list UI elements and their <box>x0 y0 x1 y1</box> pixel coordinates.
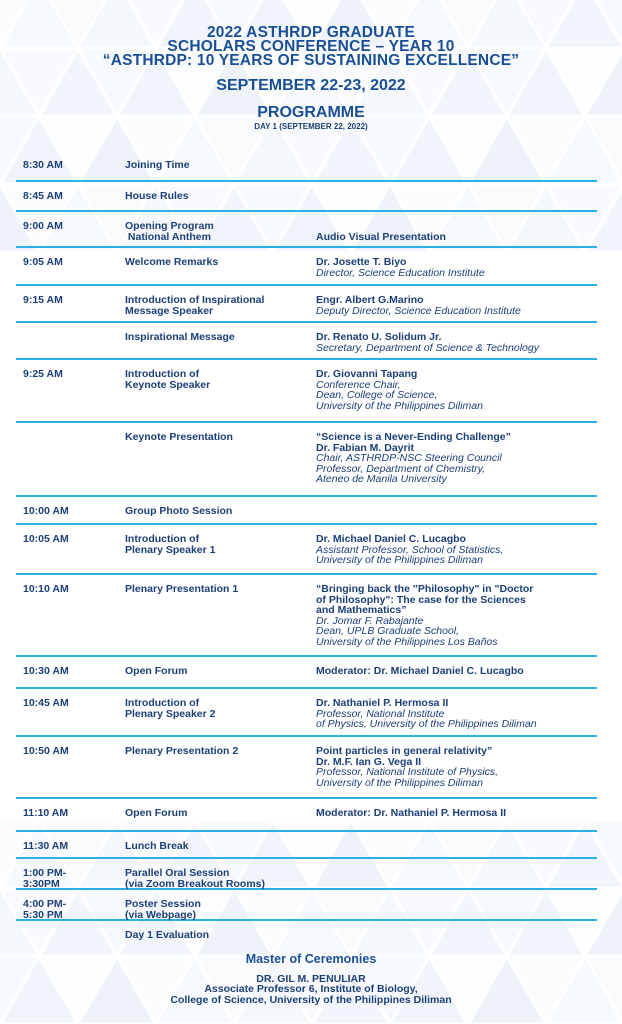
conference-title-line-2: SCHOLARS CONFERENCE – YEAR 10 <box>167 38 455 55</box>
schedule-time <box>23 257 118 268</box>
event-text: Day 1 Evaluation <box>125 929 210 941</box>
schedule-time <box>23 899 118 920</box>
schedule-row <box>16 799 597 832</box>
time-text: 9:05 AM <box>23 256 63 268</box>
schedule-details <box>316 584 601 647</box>
schedule-row <box>16 423 597 497</box>
schedule-event <box>125 746 305 757</box>
detail-text: Dr. M.F. Ian G. Vega II <box>316 755 422 768</box>
detail-text: Conference Chair, <box>316 378 401 391</box>
schedule-details <box>316 332 601 353</box>
schedule-event <box>125 160 305 171</box>
detail-text: Professor, National Institute of Physics, <box>316 766 499 778</box>
time-text: 9:25 AM <box>23 368 63 380</box>
programme-heading: PROGRAMME <box>257 104 365 121</box>
detail-text: Dr. Josette T. Biyo <box>316 256 407 268</box>
event-text: Group Photo Session <box>125 505 233 517</box>
event-text: Introduction of <box>125 368 200 380</box>
schedule-row <box>16 832 597 859</box>
event-text: Opening Program <box>125 220 214 232</box>
time-text: 8:45 AM <box>23 190 63 202</box>
schedule-time <box>23 221 118 232</box>
event-text: Introduction of <box>125 697 200 709</box>
schedule-time <box>23 584 118 595</box>
time-text: 10:00 AM <box>23 505 69 517</box>
event-text: Parallel Oral Session <box>125 867 230 879</box>
time-text: 3:30PM <box>23 877 60 890</box>
schedule-event <box>125 257 305 268</box>
day-subheading: DAY 1 (SEPTEMBER 22, 2022) <box>254 122 368 131</box>
schedule-time <box>23 506 118 517</box>
schedule-row <box>16 890 597 921</box>
schedule-event <box>125 841 305 852</box>
schedule-time <box>23 160 118 171</box>
schedule-details <box>316 534 601 566</box>
schedule-row <box>16 575 597 657</box>
event-text: Open Forum <box>125 665 188 677</box>
event-text: Keynote Speaker <box>125 378 211 391</box>
schedule-event <box>125 899 305 920</box>
schedule-time <box>23 841 118 852</box>
schedule-time <box>23 191 118 202</box>
schedule-time <box>23 666 118 677</box>
schedule-event <box>125 868 305 889</box>
detail-text: Dr. Fabian M. Dayrit <box>316 441 415 454</box>
event-text: Introduction of Inspirational <box>125 294 265 306</box>
schedule-event <box>125 221 305 242</box>
schedule-row <box>16 360 597 423</box>
detail-text: of Physics, University of the Philippines Diliman <box>316 718 537 730</box>
detail-text: Dr. Michael Daniel C. Lucagbo <box>316 533 466 545</box>
time-text: 8:30 AM <box>23 159 63 171</box>
time-text: 5:30 PM <box>23 908 63 921</box>
event-text: Plenary Presentation 2 <box>125 745 239 757</box>
time-text: 9:00 AM <box>23 220 63 232</box>
event-text: National Anthem <box>125 230 211 243</box>
detail-text: Dr. Jomar F. Rabajante <box>316 614 424 627</box>
time-text: 1:00 PM- <box>23 867 67 879</box>
schedule-row <box>16 151 597 182</box>
event-text: (via Zoom Breakout Rooms) <box>125 877 266 890</box>
schedule-event <box>125 332 305 343</box>
schedule-details <box>316 369 601 411</box>
schedule-row <box>16 859 597 890</box>
schedule-event <box>125 584 305 595</box>
schedule-details <box>316 295 601 316</box>
detail-text <box>316 221 601 232</box>
detail-text: Dr. Nathaniel P. Hermosa II <box>316 697 449 709</box>
schedule-time <box>23 369 118 380</box>
schedule-row <box>16 248 597 286</box>
schedule-row <box>16 497 597 525</box>
schedule-details <box>316 808 601 819</box>
schedule-row <box>16 286 597 323</box>
conference-title-line-3: “ASTHRDP: 10 YEARS OF SUSTAINING EXCELLENCE” <box>102 52 520 69</box>
schedule-row <box>16 212 597 248</box>
event-text: Introduction of <box>125 533 200 545</box>
event-text: Open Forum <box>125 807 188 819</box>
detail-text: Engr. Albert G.Marino <box>316 294 424 306</box>
conference-dates: SEPTEMBER 22-23, 2022 <box>216 77 406 94</box>
detail-text: Chair, ASTHRDP-NSC Steering Council <box>316 452 502 464</box>
schedule-time <box>23 698 118 709</box>
schedule-time <box>23 534 118 545</box>
time-text: 9:15 AM <box>23 294 63 306</box>
detail-text: Assistant Professor, School of Statistics, <box>316 543 504 556</box>
schedule-event <box>125 666 305 677</box>
conference-title-line-1: 2022 ASTHRDP GRADUATE <box>206 24 416 41</box>
mc-affiliation-line: College of Science, University of the Philippines Diliman <box>170 993 452 1006</box>
schedule-table <box>16 151 597 943</box>
detail-text: Point particles in general relativity” <box>316 745 493 757</box>
detail-text: University of the Philippines Los Baños <box>316 635 498 648</box>
schedule-row <box>16 737 597 799</box>
time-text: 4:00 PM- <box>23 898 67 910</box>
schedule-row <box>16 323 597 360</box>
schedule-time <box>23 868 118 889</box>
detail-text: Dr. Giovanni Tapang <box>316 368 418 380</box>
master-of-ceremonies <box>0 952 622 1005</box>
detail-text: Moderator: Dr. Nathaniel P. Hermosa II <box>316 807 507 819</box>
detail-text: Professor, Department of Chemistry, <box>316 462 486 475</box>
event-text: Poster Session <box>125 898 201 910</box>
schedule-event <box>125 534 305 555</box>
schedule-details <box>316 221 601 242</box>
mc-affiliation-line: Associate Professor 6, Institute of Biology, <box>204 983 418 995</box>
schedule-time <box>23 295 118 306</box>
event-text: House Rules <box>125 190 189 202</box>
schedule-row <box>16 689 597 737</box>
schedule-time <box>23 746 118 757</box>
detail-text: Dean, College of Science, <box>316 389 438 401</box>
schedule-time <box>23 808 118 819</box>
event-text: Joining Time <box>125 159 190 171</box>
detail-text: University of the Philippines Diliman <box>316 399 483 412</box>
schedule-event <box>125 698 305 719</box>
schedule-event <box>125 506 305 517</box>
header <box>0 26 622 131</box>
schedule-row <box>16 182 597 212</box>
detail-text: Ateneo de Manila University <box>316 473 447 485</box>
schedule-details <box>316 698 601 730</box>
schedule-row <box>16 921 597 943</box>
schedule-row <box>16 657 597 689</box>
time-text: 11:10 AM <box>23 807 69 819</box>
schedule-event <box>125 808 305 819</box>
detail-text: Moderator: Dr. Michael Daniel C. Lucagbo <box>316 665 524 677</box>
schedule-details <box>316 746 601 788</box>
event-text: Plenary Speaker 1 <box>125 543 216 556</box>
detail-text: “Science is a Never-Ending Challenge” <box>316 431 511 443</box>
detail-text: Deputy Director, Science Education Institute <box>316 304 521 317</box>
detail-text: Dr. Renato U. Solidum Jr. <box>316 331 442 343</box>
event-text: Keynote Presentation <box>125 431 233 443</box>
detail-text: Professor, National Institute <box>316 707 445 720</box>
schedule-event <box>125 295 305 316</box>
detail-text: and Mathematics” <box>316 604 407 616</box>
schedule-details <box>316 666 601 677</box>
mc-name: DR. GIL M. PENULIAR <box>256 973 366 985</box>
schedule-event <box>125 191 305 202</box>
detail-text: Secretary, Department of Science & Technology <box>316 341 539 354</box>
event-text: Welcome Remarks <box>125 256 219 268</box>
schedule-event <box>125 369 305 390</box>
detail-text: University of the Philippines Diliman <box>316 554 483 566</box>
detail-text: Director, Science Education Institute <box>316 266 485 279</box>
time-text: 10:10 AM <box>23 583 69 595</box>
event-text: Plenary Speaker 2 <box>125 707 216 720</box>
event-text: Plenary Presentation 1 <box>125 583 239 595</box>
schedule-details <box>316 432 601 485</box>
detail-text: Audio Visual Presentation <box>316 230 446 243</box>
schedule-event <box>125 432 305 443</box>
schedule-details <box>316 257 601 278</box>
time-text: 10:45 AM <box>23 697 69 709</box>
time-text: 10:50 AM <box>23 745 69 757</box>
time-text: 10:30 AM <box>23 665 69 677</box>
schedule-event <box>125 930 305 941</box>
time-text: 10:05 AM <box>23 533 69 545</box>
detail-text: of Philosophy": The case for the Sciences <box>316 593 526 606</box>
mc-title: Master of Ceremonies <box>245 952 377 966</box>
event-text: Inspirational Message <box>125 331 235 343</box>
event-text: Message Speaker <box>125 304 214 317</box>
detail-text: “Bringing back the "Philosophy" in "Doctor <box>316 583 534 595</box>
event-text: Lunch Break <box>125 840 189 852</box>
time-text: 11:30 AM <box>23 840 69 852</box>
detail-text: Dean, UPLB Graduate School, <box>316 625 460 637</box>
event-text: (via Webpage) <box>125 908 196 921</box>
detail-text: University of the Philippines Diliman <box>316 776 483 789</box>
schedule-row <box>16 525 597 575</box>
